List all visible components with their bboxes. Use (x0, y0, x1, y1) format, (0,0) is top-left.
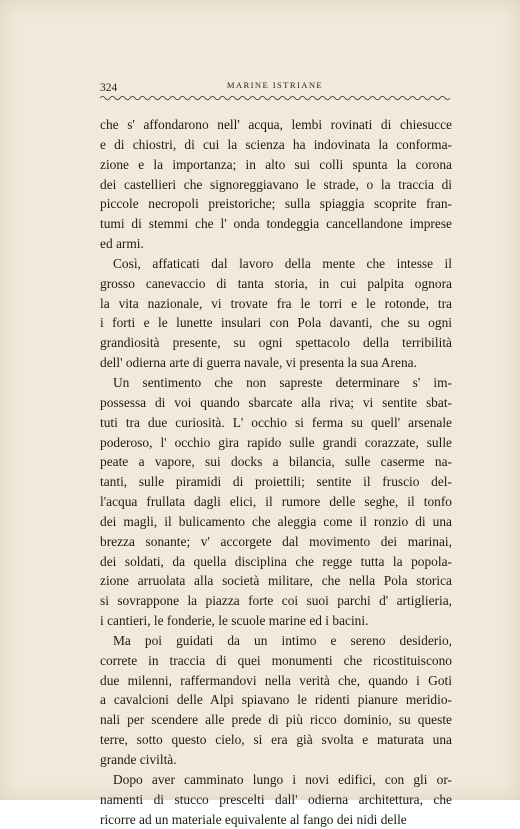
text-line: terre, sotto questo cielo, si era già svolta e maturata una (100, 732, 452, 748)
running-title: MARINE ISTRIANE (226, 80, 324, 90)
text-line: zione arruolata alla società militare, che nella Pola storica (100, 573, 452, 589)
text-line: tuti tra due curiosità. L' occhio si ferma su quell' arsenale (100, 414, 452, 430)
paragraph (100, 631, 452, 770)
text-line: dei soldati, da quella disciplina che regge tutta la popola- (100, 553, 452, 569)
text-line: Dopo aver camminato lungo i novi edifici, con gli or- (113, 771, 452, 787)
text-line: tumi di stemmi che l' onda tondeggia cancellandone imprese (100, 216, 452, 232)
text-line: due milenni, raffermandovi nella verità che, quando i Goti (100, 672, 452, 688)
text-line: dell' odierna arte di guerra navale, vi presenta la sua Arena. (100, 355, 417, 371)
text-line: Così, affaticati dal lavoro della mente che intesse il (113, 255, 452, 271)
text-line: grandiosità presente, su ogni spettacolo della terribilità (100, 335, 452, 351)
text-line: poderoso, l' occhio gira rapido sulle grandi corazzate, sulle (100, 434, 452, 450)
text-line: si sovrappone la piazza forte coi suoi parchi d' artiglieria, (100, 593, 452, 609)
text-line: Ma poi guidati da un intimo e sereno desiderio, (113, 632, 452, 648)
paragraph (100, 373, 452, 631)
text-line: dei magli, il bulicamento che aleggia come il ronzio di una (100, 513, 452, 529)
text-line: e di chiostri, di cui la scienza ha indovinata la conforma- (100, 136, 452, 152)
text-line: brezza sonante; v' accorgete dal movimento dei marinai, (100, 533, 452, 549)
text-line: correte in traccia di quei monumenti che ricostituiscono (100, 652, 452, 668)
text-line: ed armi. (100, 236, 144, 252)
text-line: ricorre ad un materiale equivalente al fango dei nidi delle (100, 811, 407, 827)
text-line: zione e la importanza; in alto sui colli spunta la corona (100, 156, 452, 172)
text-line: a cavalcioni delle Alpi spiavano le ridenti pianure meridio- (100, 692, 452, 708)
text-line: namenti di stucco prescelti dall' odierna architettura, che (100, 791, 452, 807)
text-line: dei castellieri che signoreggiavano le strade, o la traccia di (100, 176, 452, 192)
page-header (100, 78, 450, 108)
text-line: tanti, sulle piramidi di proiettili; sentite il fruscio del- (100, 474, 452, 490)
text-line: nali per scendere alle prede di più ricco dominio, su queste (100, 712, 452, 728)
wavy-rule-ornament (100, 93, 450, 103)
paragraph (100, 254, 452, 373)
text-line: i forti e le lunette insulari con Pola davanti, che su ogni (100, 315, 452, 331)
text-line: grande civiltà. (100, 752, 177, 767)
paragraph (100, 770, 452, 829)
text-line: Un sentimento che non sapreste determinare s' im- (113, 374, 452, 390)
text-line: peate a vapore, sui docks a bilancia, sulle caserme na- (100, 454, 452, 470)
text-line: la vita nazionale, vi trovate fra le torri e le rotonde, tra (100, 295, 452, 311)
page-number: 324 (100, 82, 118, 94)
text-line: possessa di voi quando sbarcate alla riva; vi sentite sbat- (100, 394, 452, 410)
paragraph (100, 115, 452, 254)
text-line: grosso canevaccio di tanta storia, in cui palpita ognora (100, 275, 452, 291)
text-line: l'acqua frullata dagli elici, il rumore delle seghe, il tonfo (100, 494, 452, 510)
text-line: che s' affondarono nell' acqua, lembi rovinati di chiesucce (100, 117, 452, 132)
text-line: piccole necropoli preistoriche; sulla spiaggia scoprite fran- (100, 196, 452, 212)
body-text (100, 115, 452, 829)
text-line: i cantieri, le fonderie, le scuole marine ed i bacini. (100, 613, 369, 629)
